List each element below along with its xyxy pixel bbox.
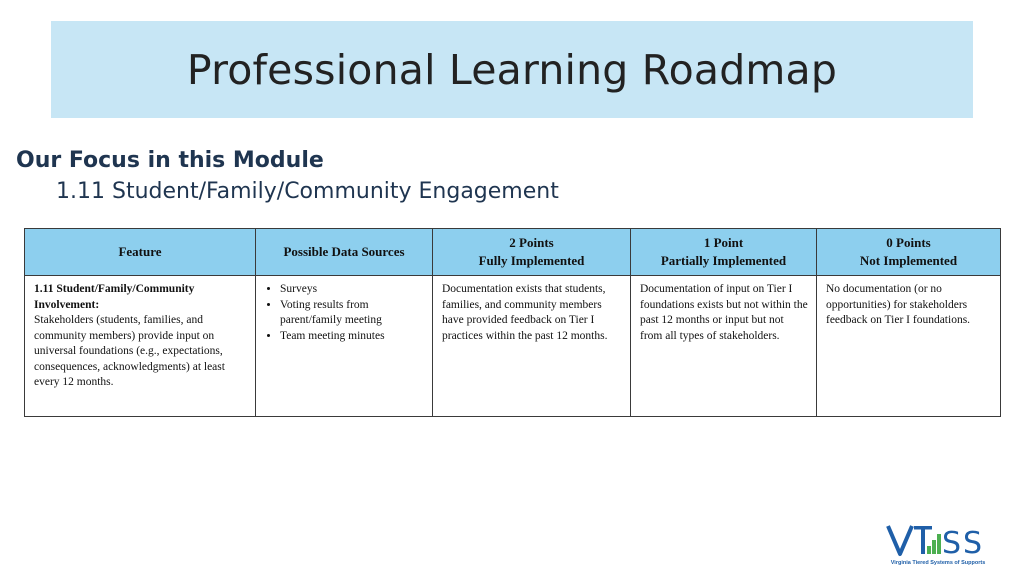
points-0-cell: No documentation (or no opportunities) for stakeholders feedback on Tier I foundations. xyxy=(817,276,1001,417)
data-source-item: • Team meeting minutes xyxy=(280,329,424,345)
table-row xyxy=(25,276,1001,417)
header-feature: Feature xyxy=(25,229,256,276)
focus-heading: Our Focus in this Module xyxy=(16,148,324,173)
header-1-point-label: Partially Implemented xyxy=(660,253,787,268)
svg-text:S: S xyxy=(942,526,962,560)
header-1-point xyxy=(631,229,817,276)
header-0-points-score: 0 Points xyxy=(886,235,931,250)
rubric-table xyxy=(24,228,1001,417)
header-1-point-score: 1 Point xyxy=(703,235,744,250)
feature-description: Stakeholders (students, families, and community members) provide input on universal foundations (e.g., expectations, consequences, acknowledgments) at least every 12 months. xyxy=(34,314,225,388)
header-0-points xyxy=(817,229,1001,276)
vtss-logo-mark xyxy=(884,520,992,560)
data-sources-cell xyxy=(256,276,433,417)
data-sources-list xyxy=(265,282,424,344)
data-source-item: • Voting results from parent/family meeting xyxy=(280,298,424,329)
header-2-points-label: Fully Implemented xyxy=(478,253,585,268)
vtss-logo xyxy=(884,520,992,570)
header-2-points xyxy=(433,229,631,276)
header-0-points-label: Not Implemented xyxy=(859,253,958,268)
data-source-item: • Surveys xyxy=(280,282,424,298)
title-banner xyxy=(51,21,973,118)
feature-cell xyxy=(25,276,256,417)
table-header-row xyxy=(25,229,1001,276)
header-2-points-score: 2 Points xyxy=(509,235,554,250)
points-2-cell: Documentation exists that students, families, and community members have provided feedback on Tier I practices within the past 12 months. xyxy=(433,276,631,417)
vtss-logo-caption: Virginia Tiered Systems of Supports xyxy=(890,560,986,566)
points-1-cell: Documentation of input on Tier I foundations exists but not within the past 12 months or input but not from all types of stakeholders. xyxy=(631,276,817,417)
header-data-sources: Possible Data Sources xyxy=(256,229,433,276)
feature-name: 1.11 Student/Family/Community Involvement: xyxy=(34,283,195,311)
page-title: Professional Learning Roadmap xyxy=(186,45,838,94)
focus-item: 1.11 Student/Family/Community Engagement xyxy=(56,179,559,204)
svg-text:S: S xyxy=(963,526,983,560)
